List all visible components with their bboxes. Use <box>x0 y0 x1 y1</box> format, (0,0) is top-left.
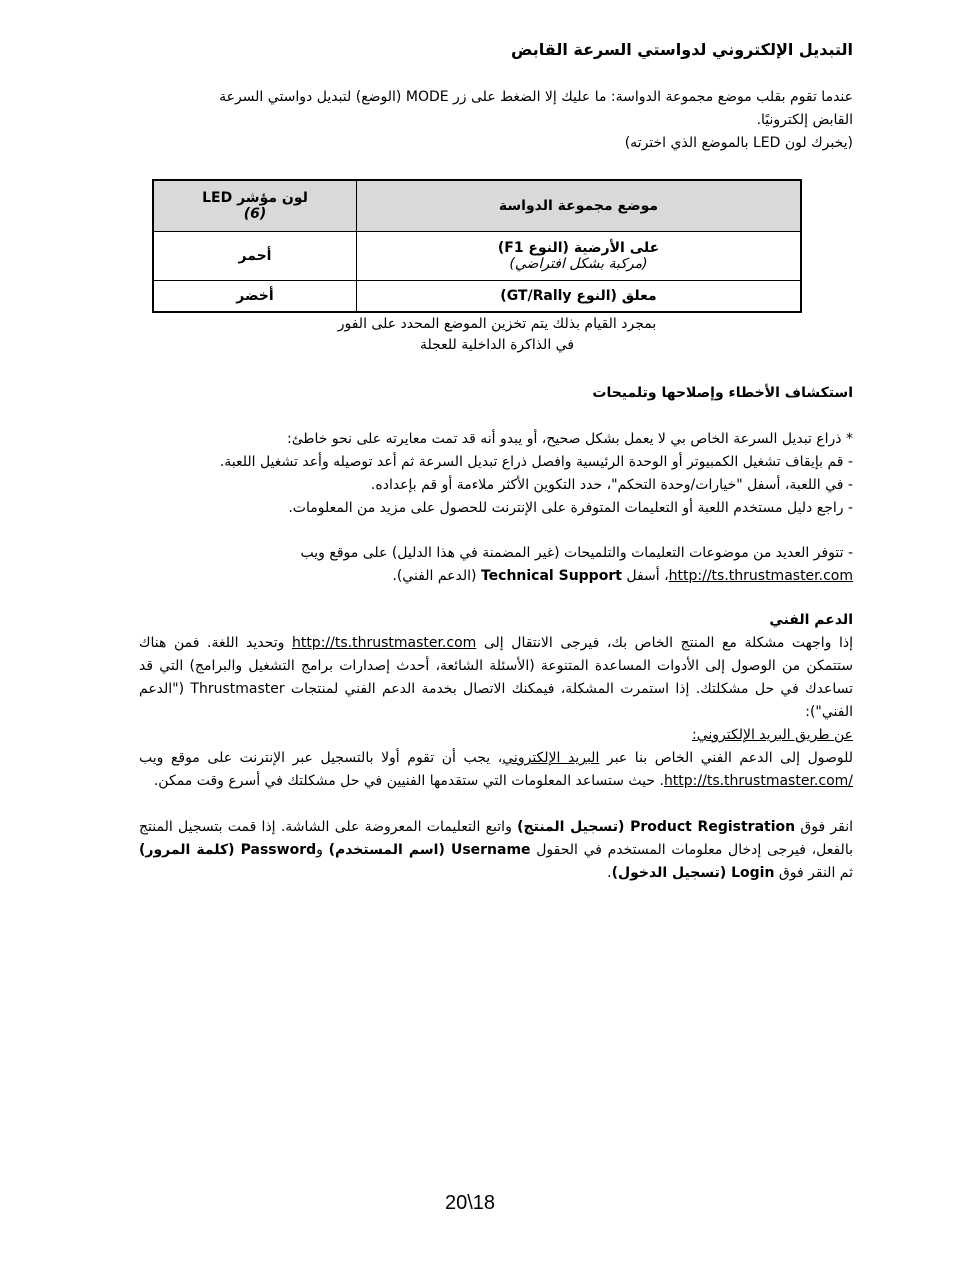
support-p3-e: ثم النقر فوق <box>774 865 853 881</box>
storage-note-line-2: في الذاكرة الداخلية للعجلة <box>419 337 575 353</box>
support-p3-f: . <box>607 865 612 881</box>
support-p2-end: . حيث ستساعد المعلومات التي ستقدمها الفنيين في حل مشكلتك في أسرع وقت ممكن. <box>153 773 664 789</box>
position-cell <box>357 232 802 281</box>
storage-note <box>152 314 842 356</box>
intro-line-3: (يخبرك لون LED بالموضع الذي اخترته) <box>624 135 853 151</box>
email-heading <box>139 724 853 747</box>
position-label: على الأرضية (النوع F1) <box>497 240 660 256</box>
header-led-note: (6) <box>243 206 267 222</box>
support-paragraph-2 <box>139 747 853 793</box>
list-item: * ذراع تبديل السرعة الخاص بي لا يعمل بشكل صحيح، أو يبدو أنه قد تمت معايرته على نحو خاطئ: <box>286 431 853 447</box>
username-label: Username (اسم المستخدم) <box>328 842 531 858</box>
header-led-color <box>153 180 357 232</box>
support-p3-c: واتبع التعليمات المعروضة على الشاشة. إذا قمت بتسجيل المنتج بالفعل، فيرجى إدخال معلومات المستخدم في الحقول <box>139 819 853 858</box>
page-title: التبديل الإلكتروني لدواستي السرعة القابض <box>510 40 853 59</box>
support-p1-start: إذا واجهت مشكلة مع المنتج الخاص بك، فيرجى الانتقال إلى <box>476 635 854 651</box>
tips-paragraph <box>139 542 853 588</box>
tips-line-1: - تتوفر العديد من موضوعات التعليمات والتلميحات (غير المضمنة في هذا الدليل) على موقع ويب <box>300 545 853 561</box>
password-label: Password (كلمة المرور) <box>139 842 317 858</box>
login-label: Login (تسجيل الدخول) <box>611 865 775 881</box>
list-item: - راجع دليل مستخدم اللعبة أو التعليمات المتوفرة على الإنترنت للحصول على مزيد من المعلومات. <box>288 500 853 516</box>
support-p2-start: للوصول إلى الدعم الفني الخاص بنا عبر <box>599 750 854 766</box>
support-heading: الدعم الفني <box>769 612 853 628</box>
registration-link[interactable]: http://ts.thrustmaster.com/ <box>663 773 853 789</box>
support-p2-email: البريد الإلكتروني <box>502 750 600 766</box>
support-paragraph-1 <box>139 632 853 724</box>
position-cell: معلق (النوع GT/Rally) <box>357 281 802 313</box>
tips-link[interactable]: http://ts.thrustmaster.com <box>668 568 853 584</box>
email-heading-text: عن طريق البريد الإلكتروني: <box>691 727 853 743</box>
tips-mid-text: ، أسفل <box>621 568 669 584</box>
intro-line-1: عندما تقوم بقلب موضع مجموعة الدواسة: ما عليك إلا الضغط على زر MODE (الوضع) لتبديل دواستي السرعة <box>219 89 853 105</box>
troubleshooting-heading: استكشاف الأخطاء وإصلاحها وتلميحات <box>592 385 853 401</box>
table-row <box>153 281 801 313</box>
page-number: 20\18 <box>444 1192 496 1214</box>
header-position: موضع مجموعة الدواسة <box>357 180 802 232</box>
support-p2-mid: ، يجب أن تقوم أولا بالتسجيل عبر الإنترنت على موقع ويب <box>139 750 503 766</box>
intro-text <box>139 86 853 155</box>
led-cell: أخضر <box>153 281 357 313</box>
support-p1-end: وتحديد اللغة. فمن هناك ستتمكن من الوصول إلى الأدوات المساعدة المتنوعة (الأسئلة الشائعة، أحدث إصدارات برامج التشغيل والبرامج) التي قد تساعدك في حل مشكلتك. إذا استمرت المشكلة، فيمكنك الاتصال بخدمة الدعم الفني لمنتجات Thrustmaster ("الدعم الفني"): <box>139 635 853 720</box>
tips-end-text: (الدعم الفني). <box>392 568 481 584</box>
pedal-mode-table <box>152 179 802 313</box>
support-paragraph-3 <box>139 816 853 885</box>
support-p3-a: انقر فوق <box>795 819 854 835</box>
support-link[interactable]: http://ts.thrustmaster.com <box>291 635 477 651</box>
table-row <box>153 232 801 281</box>
storage-note-line-1: بمجرد القيام بذلك يتم تخزين الموضع المحدد على الفور <box>337 316 657 332</box>
list-item: - في اللعبة، أسفل "خيارات/وحدة التحكم"، حدد التكوين الأكثر ملاءمة أو قم بإعداده. <box>370 477 853 493</box>
tips-technical-support: Technical Support <box>480 568 622 584</box>
position-note: (مركبة بشكل افتراضي) <box>509 256 648 272</box>
led-cell: أحمر <box>153 232 357 281</box>
header-led-label: لون مؤشر LED <box>202 190 308 206</box>
table-header-row <box>153 180 801 232</box>
troubleshooting-list <box>139 428 853 520</box>
list-item: - قم بإيقاف تشغيل الكمبيوتر أو الوحدة الرئيسية وافصل ذراع تبديل السرعة ثم أعد توصيله وأعد تشغيل اللعبة. <box>219 454 853 470</box>
tips-line-2 <box>139 565 853 588</box>
support-p3-d: و <box>316 842 329 858</box>
intro-line-2: القابض إلكترونيًا. <box>756 112 853 128</box>
product-registration-label: Product Registration (تسجيل المنتج) <box>517 819 796 835</box>
